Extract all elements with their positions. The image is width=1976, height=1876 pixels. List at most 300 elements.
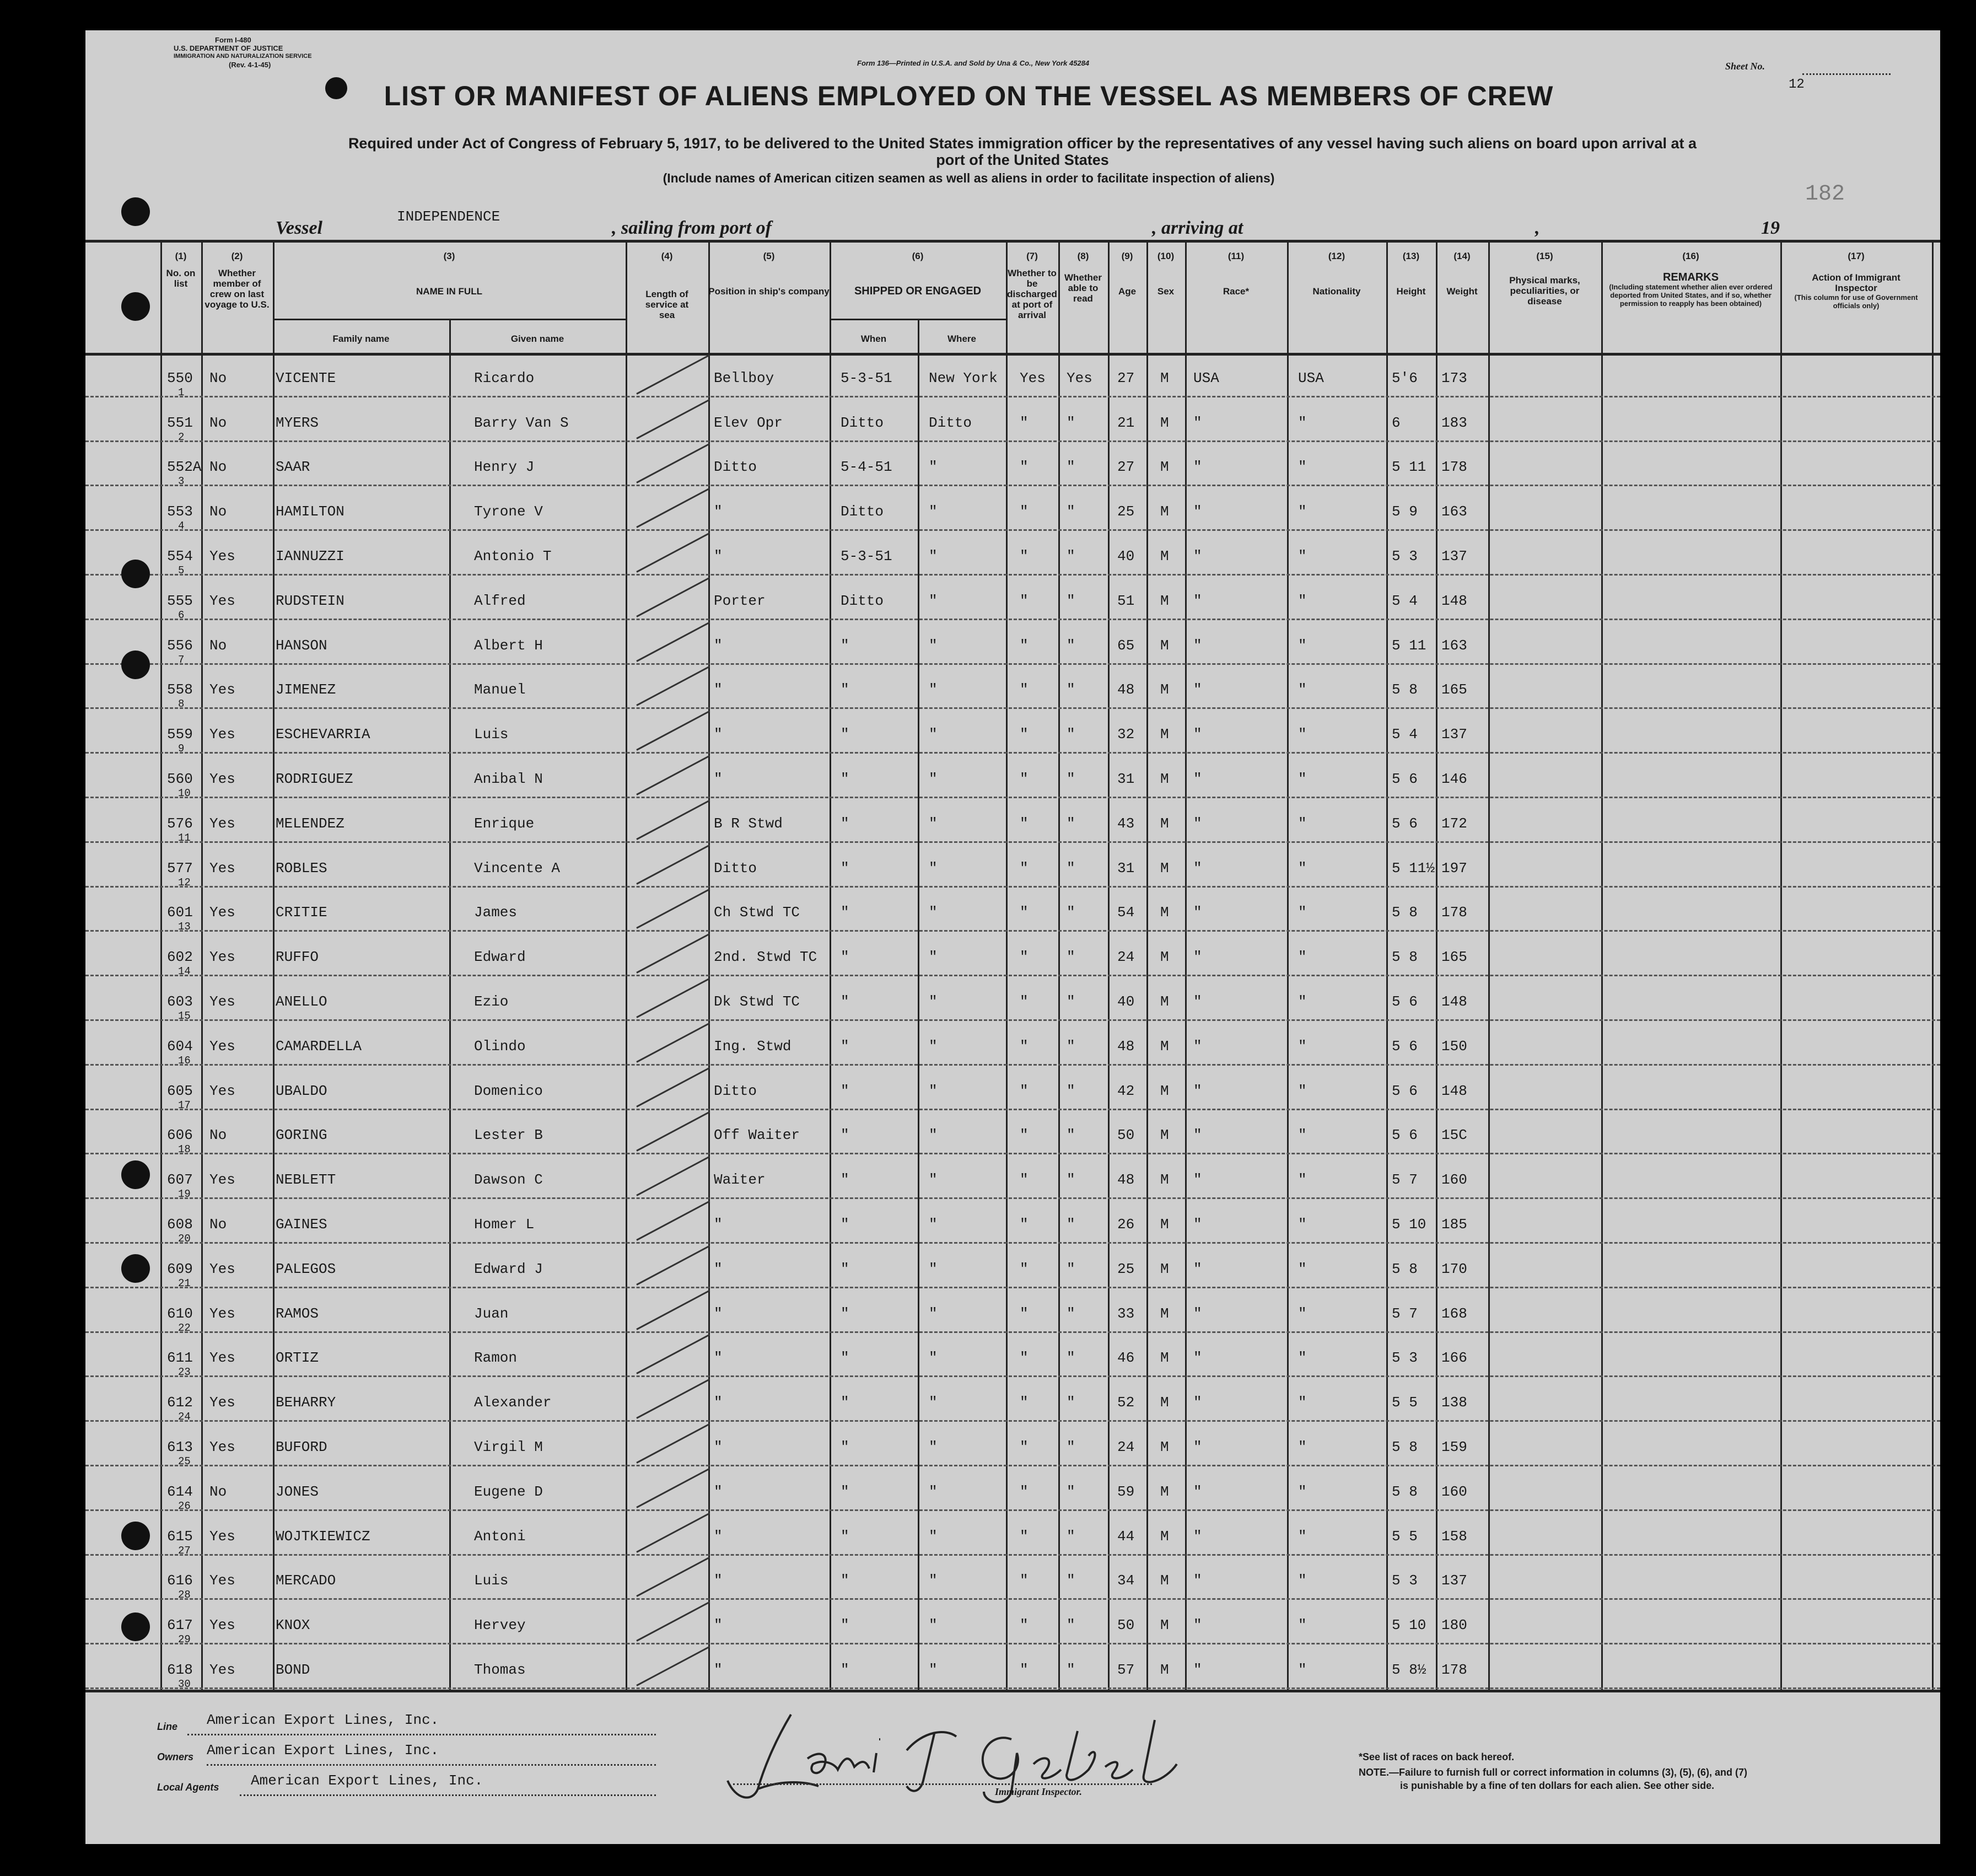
shipped-where-cell: " [929,503,938,520]
shipped-when-cell: " [841,1661,849,1678]
crew-table [85,240,1940,1703]
shipped-where-cell: " [929,1617,938,1634]
race-cell: " [1193,459,1202,476]
service-tick-mark [636,1468,710,1508]
given-name-cell: Hervey [474,1617,526,1634]
sex-cell: M [1160,815,1169,832]
able-to-read-cell: " [1067,1260,1075,1277]
shipped-where-cell: Ditto [929,414,972,431]
col10-title: Sex [1157,286,1175,297]
sex-cell: M [1160,770,1169,787]
race-cell: " [1193,949,1202,966]
table-row [85,1422,1940,1466]
shipped-when-cell: " [841,1617,849,1634]
given-name-cell: Antoni [474,1528,526,1545]
given-name-cell: James [474,904,518,921]
service-tick-mark [636,889,710,929]
table-row [85,442,1940,487]
previous-voyage-cell: Yes [209,1305,235,1322]
previous-voyage-cell: Yes [209,547,235,565]
race-cell: " [1193,1661,1202,1678]
weight-cell: 185 [1441,1216,1467,1233]
shipped-when-cell: Ditto [841,414,884,431]
sex-cell: M [1160,547,1169,565]
shipped-when-cell: " [841,1127,849,1144]
line-index: 26 [178,1499,191,1512]
height-cell: 5 8 [1392,1483,1418,1500]
age-cell: 44 [1117,1528,1135,1545]
col9-title: Age [1118,286,1137,297]
race-cell: USA [1193,369,1219,386]
weight-cell: 160 [1441,1171,1467,1189]
discharged-cell: " [1020,503,1029,520]
able-to-read-cell: " [1067,859,1075,877]
shipped-when-cell: " [841,815,849,832]
given-name-cell: Barry Van S [474,414,569,431]
col3a-header: Family name [332,334,390,344]
able-to-read-cell: " [1067,1038,1075,1055]
line-index: 10 [178,787,191,799]
given-name-cell: Olindo [474,1038,526,1055]
able-to-read-cell: " [1067,1572,1075,1589]
col3-header [273,251,626,297]
previous-voyage-cell: Yes [209,592,235,609]
row-number-cell: 603 [167,993,193,1010]
previous-voyage-cell: Yes [209,815,235,832]
shipped-where-cell: " [929,681,938,698]
age-cell: 31 [1117,770,1135,787]
col6b-header: Where [947,334,976,344]
position-cell: " [714,1260,723,1277]
height-cell: 5 7 [1392,1171,1418,1189]
shipped-when-cell: " [841,1038,849,1055]
discharged-cell: Yes [1020,369,1046,386]
age-cell: 40 [1117,547,1135,565]
service-tick-mark [636,1245,710,1286]
line-index: 18 [178,1143,191,1156]
height-cell: 5 11 [1392,459,1426,476]
shipped-where-cell: New York [929,369,998,386]
previous-voyage-cell: Yes [209,1082,235,1099]
table-row [85,1244,1940,1288]
shipped-where-cell: " [929,1216,938,1233]
given-name-cell: Anibal N [474,770,543,787]
position-cell: " [714,1617,723,1634]
family-name-cell: RUDSTEIN [276,592,344,609]
height-cell: 5 6 [1392,1127,1418,1144]
owners-dotline [207,1764,656,1766]
sheet-dotline [1802,73,1891,75]
discharged-cell: " [1020,637,1029,654]
age-cell: 57 [1117,1661,1135,1678]
col3b-header: Given name [510,334,564,344]
table-row [85,1333,1940,1378]
service-tick-mark [636,399,710,439]
discharged-cell: " [1020,1661,1029,1678]
position-cell: " [714,1483,723,1500]
sex-cell: M [1160,503,1169,520]
discharged-cell: " [1020,859,1029,877]
arriving-label-text: arriving at [1161,218,1243,238]
table-row [85,1511,1940,1556]
position-cell: " [714,1394,723,1411]
table-row [85,976,1940,1021]
able-to-read-cell: " [1067,1171,1075,1189]
service-tick-mark [636,1334,710,1374]
race-cell: " [1193,859,1202,877]
nationality-cell: " [1298,1350,1307,1367]
previous-voyage-cell: No [209,459,227,476]
height-cell: 5 6 [1392,1082,1418,1099]
line-index: 19 [178,1188,191,1201]
able-to-read-cell: " [1067,547,1075,565]
shipped-where-cell: " [929,904,938,921]
age-cell: 54 [1117,904,1135,921]
shipped-where-cell: " [929,459,938,476]
service-tick-mark [636,666,710,706]
family-name-cell: BOND [276,1661,310,1678]
department: U.S. DEPARTMENT OF JUSTICE [174,44,283,52]
sex-cell: M [1160,414,1169,431]
line-index: 23 [178,1366,191,1379]
shipped-when-cell: " [841,904,849,921]
shipped-when-cell: " [841,1394,849,1411]
col17-header [1780,251,1932,310]
col7-number: (7) [1026,251,1038,261]
shipped-where-cell: " [929,949,938,966]
shipped-when-cell: " [841,993,849,1010]
race-cell: " [1193,770,1202,787]
table-row [85,620,1940,665]
height-cell: 5 8 [1392,904,1418,921]
discharged-cell: " [1020,1305,1029,1322]
table-row [85,1199,1940,1244]
sex-cell: M [1160,1216,1169,1233]
service-tick-mark [636,1557,710,1597]
table-row [85,932,1940,976]
shipped-when-cell: " [841,1082,849,1099]
row-number-cell: 613 [167,1438,193,1455]
weight-cell: 168 [1441,1305,1467,1322]
discharged-cell: " [1020,1216,1029,1233]
previous-voyage-cell: Yes [209,904,235,921]
agents-value: American Export Lines, Inc. [251,1772,483,1789]
given-name-cell: Tyrone V [474,503,543,520]
able-to-read-cell: " [1067,1305,1075,1322]
age-cell: 40 [1117,993,1135,1010]
line-value: American Export Lines, Inc. [207,1712,439,1728]
line-dotline [187,1734,656,1735]
nationality-cell: " [1298,815,1307,832]
race-cell: " [1193,815,1202,832]
table-row [85,1066,1940,1110]
height-cell: 5 8 [1392,949,1418,966]
line-index: 24 [178,1411,191,1423]
previous-voyage-cell: Yes [209,1528,235,1545]
shipped-when-cell: Ditto [841,503,884,520]
service-tick-mark [636,1067,710,1107]
age-cell: 24 [1117,949,1135,966]
race-cell: " [1193,592,1202,609]
able-to-read-cell: " [1067,1127,1075,1144]
shipped-when-cell: 5-3-51 [841,547,892,565]
previous-voyage-cell: Yes [209,1038,235,1055]
row-number-cell: 605 [167,1082,193,1099]
able-to-read-cell: " [1067,1528,1075,1545]
family-name-cell: RODRIGUEZ [276,770,353,787]
weight-cell: 138 [1441,1394,1467,1411]
discharged-cell: " [1020,1171,1029,1189]
col3-title: NAME IN FULL [416,286,482,297]
family-name-cell: PALEGOS [276,1260,336,1277]
position-cell: Porter [714,592,766,609]
sex-cell: M [1160,1528,1169,1545]
given-name-cell: Dawson C [474,1171,543,1189]
weight-cell: 137 [1441,547,1467,565]
previous-voyage-cell: Yes [209,1260,235,1277]
previous-voyage-cell: Yes [209,949,235,966]
service-tick-mark [636,978,710,1018]
col13-title: Height [1396,286,1426,297]
nationality-cell: " [1298,547,1307,565]
weight-cell: 160 [1441,1483,1467,1500]
col2-header [201,251,273,310]
weight-cell: 197 [1441,859,1467,877]
subtitle [168,135,1877,168]
family-name-cell: RUFFO [276,949,319,966]
nationality-cell: " [1298,1038,1307,1055]
height-cell: 5 3 [1392,547,1418,565]
family-name-cell: IANNUZZI [276,547,344,565]
discharged-cell: " [1020,1038,1029,1055]
shipped-where-cell: " [929,1350,938,1367]
race-cell: " [1193,1350,1202,1367]
nationality-cell: " [1298,1260,1307,1277]
height-cell: 5 11 [1392,637,1426,654]
sex-cell: M [1160,949,1169,966]
row-number-cell: 551 [167,414,193,431]
row-number-cell: 616 [167,1572,193,1589]
able-to-read-cell: " [1067,1350,1075,1367]
given-name-cell: Luis [474,726,509,743]
previous-voyage-cell: No [209,369,227,386]
sex-cell: M [1160,637,1169,654]
col1-header [160,251,201,289]
previous-voyage-cell: Yes [209,1661,235,1678]
col5-header [708,251,830,297]
table-row [85,1644,1940,1689]
race-cell: " [1193,1438,1202,1455]
height-cell: 5 5 [1392,1394,1418,1411]
height-cell: 5 8 [1392,1438,1418,1455]
shipped-when-cell: " [841,1260,849,1277]
age-cell: 34 [1117,1572,1135,1589]
row-rule [85,1687,1940,1689]
line-index: 16 [178,1054,191,1067]
service-tick-mark [636,1201,710,1241]
shipped-where-cell: " [929,770,938,787]
previous-voyage-cell: Yes [209,859,235,877]
shipped-when-cell: " [841,770,849,787]
sex-cell: M [1160,726,1169,743]
line-index: 15 [178,1009,191,1022]
nationality-cell: " [1298,592,1307,609]
service-tick-mark [636,800,710,840]
nationality-cell: " [1298,1305,1307,1322]
position-cell: " [714,1438,723,1455]
line-index: 7 [178,653,185,666]
shipped-where-cell: " [929,1038,938,1055]
height-cell: 5 7 [1392,1305,1418,1322]
row-number-cell: 556 [167,637,193,654]
height-cell: 5'6 [1392,369,1418,386]
service-tick-mark [636,1023,710,1063]
weight-cell: 15C [1441,1127,1467,1144]
service-tick-mark [636,933,710,974]
sex-cell: M [1160,1394,1169,1411]
height-cell: 5 11½ [1392,859,1435,877]
line-index: 30 [178,1678,191,1690]
col11-header [1185,251,1287,297]
given-name-cell: Henry J [474,459,535,476]
able-to-read-cell: " [1067,815,1075,832]
weight-cell: 137 [1441,1572,1467,1589]
line-index: 14 [178,965,191,978]
subtitle-line-2: port of the United States [936,152,1109,168]
table-row [85,754,1940,798]
col15-number: (15) [1536,251,1553,261]
given-name-cell: Homer L [474,1216,535,1233]
family-name-cell: MERCADO [276,1572,336,1589]
row-number-cell: 601 [167,904,193,921]
col16-title: REMARKS [1662,271,1719,283]
previous-voyage-cell: Yes [209,1171,235,1189]
family-name-cell: BUFORD [276,1438,327,1455]
height-cell: 5 3 [1392,1350,1418,1367]
position-cell: Ditto [714,459,757,476]
line-index: 9 [178,743,185,755]
weight-cell: 148 [1441,1082,1467,1099]
weight-cell: 178 [1441,904,1467,921]
service-tick-mark [636,443,710,483]
given-name-cell: Alexander [474,1394,552,1411]
punch-hole [121,1522,150,1550]
col4-title: Length of service at sea [645,289,689,320]
shipped-where-cell: " [929,1260,938,1277]
given-name-cell: Ricardo [474,369,535,386]
service-tick-mark [636,1289,710,1330]
race-cell: " [1193,1572,1202,1589]
service-tick-mark [636,844,710,884]
table-row [85,531,1940,576]
shipped-when-cell: " [841,1572,849,1589]
given-name-cell: Domenico [474,1082,543,1099]
age-cell: 42 [1117,1082,1135,1099]
shipped-when-cell: " [841,1483,849,1500]
service-tick-mark [636,755,710,795]
service-tick-mark [636,1423,710,1464]
table-row [85,1110,1940,1155]
comma: , [1535,218,1540,238]
age-cell: 33 [1117,1305,1135,1322]
given-name-cell: Vincente A [474,859,561,877]
race-cell: " [1193,1216,1202,1233]
row-number-cell: 558 [167,681,193,698]
row-number-cell: 552A [167,459,202,476]
row-number-cell: 604 [167,1038,193,1055]
nationality-cell: " [1298,1438,1307,1455]
age-cell: 50 [1117,1127,1135,1144]
service-tick-mark [636,577,710,617]
family-name-cell: HAMILTON [276,503,344,520]
line-index: 4 [178,520,185,533]
height-cell: 5 6 [1392,815,1418,832]
position-cell: B R Stwd [714,815,783,832]
age-cell: 21 [1117,414,1135,431]
height-cell: 5 4 [1392,592,1418,609]
discharged-cell: " [1020,815,1029,832]
able-to-read-cell: Yes [1067,369,1092,386]
discharged-cell: " [1020,592,1029,609]
able-to-read-cell: " [1067,1216,1075,1233]
line-index: 12 [178,876,191,889]
col5-number: (5) [763,251,775,261]
family-name-cell: VICENTE [276,369,336,386]
shipped-where-cell: " [929,1171,938,1189]
position-cell: Ch Stwd TC [714,904,800,921]
age-cell: 46 [1117,1350,1135,1367]
shipped-when-cell: " [841,1171,849,1189]
table-row [85,843,1940,888]
service-tick-mark [636,488,710,528]
row-number-cell: 602 [167,949,193,966]
position-cell: " [714,681,723,698]
sex-cell: M [1160,1082,1169,1099]
weight-cell: 158 [1441,1528,1467,1545]
nationality-cell: " [1298,770,1307,787]
nationality-cell: " [1298,414,1307,431]
row-number-cell: 607 [167,1171,193,1189]
col6-number: (6) [912,251,924,261]
sheet-label: Sheet No. [1725,61,1765,72]
table-row [85,1600,1940,1644]
family-name-cell: ESCHEVARRIA [276,726,370,743]
penalty-note: NOTE.—Failure to furnish full or correct information in columns (3), (5), (6), and (7) [1359,1767,1748,1778]
weight-cell: 146 [1441,770,1467,787]
shipped-where-cell: " [929,1127,938,1144]
previous-voyage-cell: Yes [209,681,235,698]
shipped-where-cell: " [929,1528,938,1545]
age-cell: 31 [1117,859,1135,877]
family-name-cell: ANELLO [276,993,327,1010]
form-number: Form I-480 [215,36,251,44]
nationality-cell: " [1298,993,1307,1010]
position-cell: " [714,1350,723,1367]
discharged-cell: " [1020,681,1029,698]
race-cell: " [1193,726,1202,743]
sex-cell: M [1160,1617,1169,1634]
sex-cell: M [1160,592,1169,609]
discharged-cell: " [1020,949,1029,966]
family-name-cell: RAMOS [276,1305,319,1322]
given-name-cell: Thomas [474,1661,526,1678]
line-index: 3 [178,475,185,488]
col12-header [1287,251,1386,297]
shipped-where-cell: " [929,1483,938,1500]
position-cell: " [714,1216,723,1233]
col15-header [1488,251,1601,307]
given-name-cell: Ramon [474,1350,518,1367]
